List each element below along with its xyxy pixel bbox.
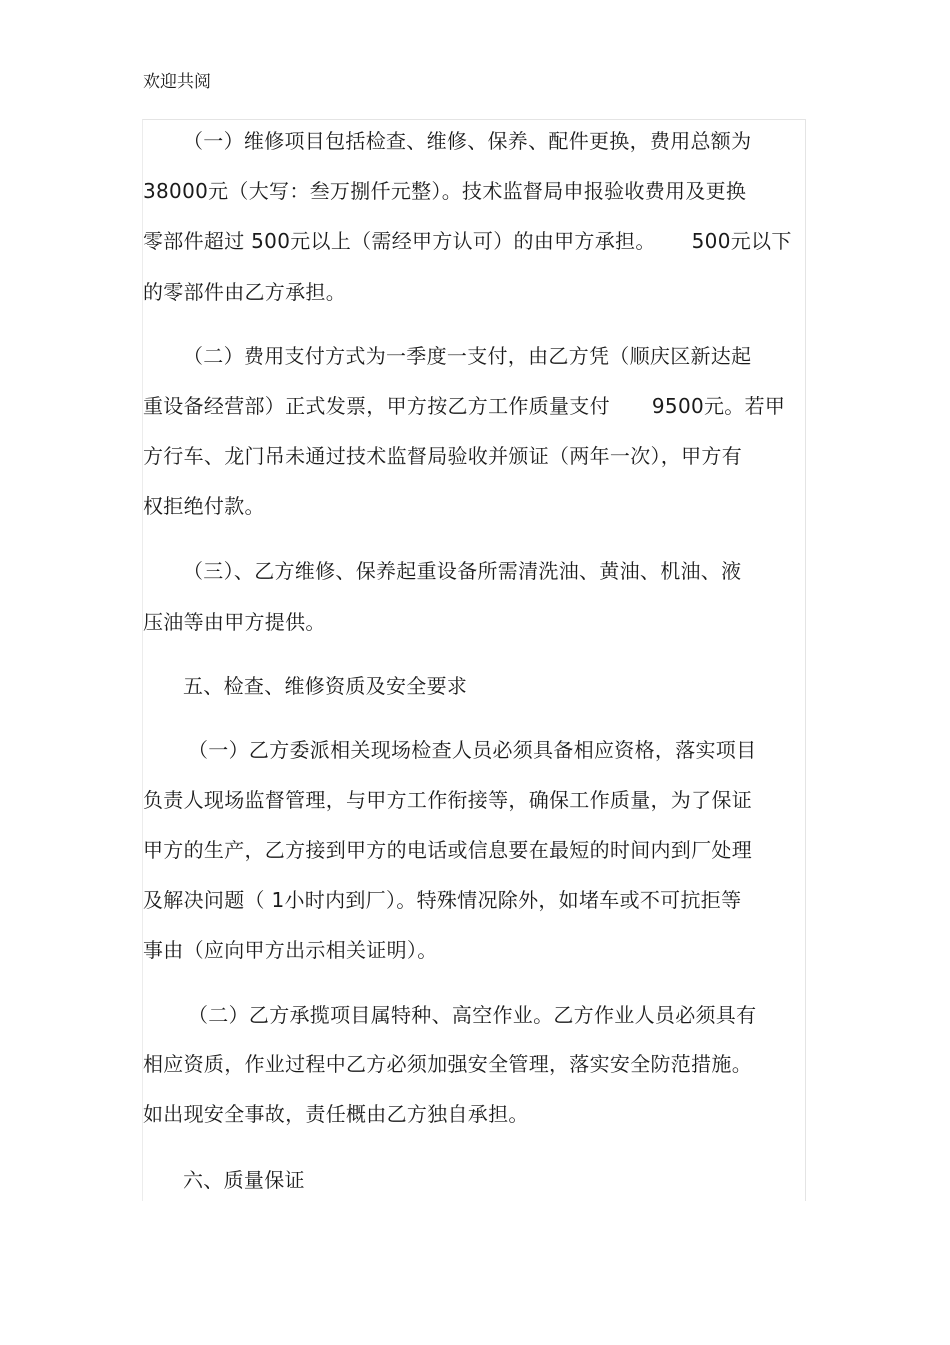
text-line-4: 的零部件由乙方承担。 (143, 280, 346, 304)
text-line-15: 及解决问题（ 1小时内到厂）。特殊情况除外，如堵车或不可抗拒等 (143, 888, 742, 912)
text-line-9: （三）、乙方维修、保养起重设备所需清洗油、黄油、机油、液 (183, 559, 742, 583)
text-line-6 (143, 392, 785, 420)
text-line-10: 压油等由甲方提供。 (143, 610, 326, 634)
text-line-14: 甲方的生产，乙方接到甲方的电话或信息要在最短的时间内到厂处理 (143, 838, 752, 862)
section-heading-6: 六、质量保证 (183, 1168, 305, 1192)
text-line-17: （二）乙方承揽项目属特种、高空作业。乙方作业人员必须具有 (188, 1003, 757, 1027)
text-line-8: 权拒绝付款。 (143, 494, 265, 518)
text-line-16: 事由（应向甲方出示相关证明）。 (143, 938, 438, 962)
text-line-6-part-b: 9500元。若甲 (651, 394, 786, 418)
text-line-19: 如出现安全事故，责任概由乙方独自承担。 (143, 1102, 529, 1126)
text-line-7: 方行车、龙门吊未通过技术监督局验收并颁证（两年一次），甲方有 (143, 444, 742, 468)
text-line-12: （一）乙方委派相关现场检查人员必须具备相应资格，落实项目 (188, 738, 757, 762)
page-header: 欢迎共阅 (143, 72, 211, 92)
text-line-3-part-b: 500元以下 (691, 229, 792, 253)
text-line-13: 负责人现场监督管理，与甲方工作衔接等，确保工作质量，为了保证 (143, 788, 752, 812)
text-line-1: （一）维修项目包括检查、维修、保养、配件更换，费用总额为 (183, 129, 752, 153)
text-line-3-part-a: 零部件超过 500元以上（需经甲方认可）的由甲方承担。 (143, 229, 656, 253)
text-line-5: （二）费用支付方式为一季度一支付，由乙方凭（顺庆区新达起 (183, 344, 752, 368)
text-line-18: 相应资质，作业过程中乙方必须加强安全管理，落实安全防范措施。 (143, 1052, 752, 1076)
text-line-3 (143, 227, 792, 255)
text-line-2: 38000元（大写：叁万捌仟元整）。技术监督局申报验收费用及更换 (143, 179, 747, 203)
text-line-6-part-a: 重设备经营部）正式发票，甲方按乙方工作质量支付 (143, 394, 610, 418)
section-heading-5: 五、检查、维修资质及安全要求 (183, 674, 468, 698)
